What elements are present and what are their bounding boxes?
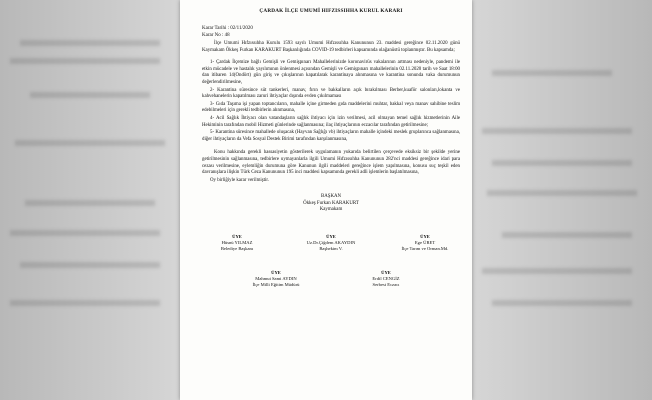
member-name: Uz.Dr.Çiğdem AKAYDIN (306, 239, 356, 245)
blurred-background-left (0, 0, 180, 400)
member-role: İlçe Milli Eğitim Müdürü (252, 281, 300, 287)
president-signature (202, 194, 460, 213)
members-row-2 (202, 270, 460, 288)
member-role: İlçe Tarım ve Orman.Md. (401, 245, 449, 251)
decision-document (180, 0, 472, 400)
decision-item-1: 1- Çardak İlçemize bağlı Gemişli ve Gemişpınarı Mahallelerinizde koronavirüs vakalarının artması nedeniyle, pandemi ile etkin mücadele ve hastalık yayılımının önlenmesi açısından Gemişli ve Gemişpınarı mahallelerinin 02.11.2020 tarih ve Saat 18:00 dan itibaren 14(Ondört) gün giriş ve çıkışlarının kapatılarak karantinaya alınmasına ve karantina sonunda vaka durumunun değerlendirilmesine, (202, 60, 460, 85)
member-label: ÜYE (232, 233, 242, 239)
decision-item-5: 5- Karantina süresince mahallede oluşacak (Hayvan Sağlığı vb) ihtiyaçların mahalle içindeki meslek gruplarınca sağlanmasına, diğer ihtiyaçların da Vefa Sosyal Destek Birimi tarafından karşılanmasına, (202, 130, 460, 142)
member-role: Belediye Başkanı (220, 245, 254, 251)
president-name: Ökkeş Furkan KARAKURT (303, 200, 359, 206)
member-role: Serbest Eczacı (372, 281, 400, 287)
member-label: ÜYE (420, 233, 430, 239)
member-signature (390, 234, 460, 252)
member-signature (296, 234, 366, 252)
member-name: Mahmut Sami AYDIN (255, 275, 297, 281)
president-role: Kaymakam (319, 207, 343, 213)
member-name: Hüsnü YILMAZ (221, 239, 253, 245)
member-signature (351, 270, 421, 288)
member-signature (241, 270, 311, 288)
decision-number: Karar No : 48 (202, 33, 230, 38)
decision-item-3: 3- Gıda Taşıma işi yapan toptancıların, mahalle içine girmeden gıda maddelerini muhtar, bakkal veya manav sahibine teslim edebilmeleri için gerekli tedbirlerin alınmasına, (202, 101, 460, 114)
member-role: Başhekim V. (319, 245, 343, 251)
decision-item-4: 4- Acil Sağlık İhtiyacı olan vatandaşların sağlık ihtiyacı için izin verilmesi, acil olmayan temel sağlık hizmetlerinin Aile Hekiminin tarafından mobil Hizmeti günlerinde sağlanmasına; ilaç ihtiyaçlarının eczacılar tarafından getirilmesine; (202, 115, 460, 128)
president-label: BAŞKAN (320, 194, 342, 200)
document-title: ÇARDAK İLÇE UMUMİ HIFZISSIHHA KURUL KARARI (259, 8, 403, 14)
closing-paragraph: Konu hakkında gerekli hassasiyetin gösterilerek uygulamanın yukarıda belirtilen çerçevede eksiksiz bir şekilde yerine getirilmesinin sağlanmasına, tedbirlere uymayanlarla ilgili Umumi Hıfzıssıhha Kanununun 282'nci maddesi gereğince idari para cezası verilmesine, eylemliğin durumuna göre Kanunun ilgili maddeleri gereğince işlem yapılmasına, konusu suç teşkil eden davranışlara ilişkin Türk Ceza Kanununun 195 inci maddesi kapsamında gerekli adli işlemlerin başlatılmasına, (202, 150, 460, 176)
decision-date: Karar Tarihi : 02/11/2020 (202, 26, 253, 31)
member-label: ÜYE (271, 269, 281, 275)
member-name: Ege ÜRET (414, 239, 436, 245)
intro-paragraph: İlçe Umumi Hıfzıssıhha Kurulu 1593 sayılı Umumi Hıfzıssıhha Kanununun 23. maddesi gereğince 02.11.2020 günü Kaymakam Ökkeş Furkan KARAKURT Başkanlığında COVID-19 tedbirleri kapsamında olağanüstü toplanmıştır. Bu kapsamda; (202, 41, 460, 53)
decision-item-2: 2- Karantina süresince süt tankerleri, manav, fırın ve bakkalların açık bırakılması Berber,kuaför salonları,lokanta ve kahvehanelerin kapatılması zaruri ihtiyaçlar dışında evden çıkılmaması (202, 87, 460, 100)
member-name: Erdil CENGİZ (372, 275, 400, 281)
blurred-background-right (472, 0, 652, 400)
members-row-1 (202, 234, 460, 252)
vote-statement: Oy birliğiyle karar verilmiştir. (210, 177, 269, 183)
member-label: ÜYE (326, 233, 336, 239)
member-signature (202, 234, 272, 252)
member-label: ÜYE (381, 269, 391, 275)
